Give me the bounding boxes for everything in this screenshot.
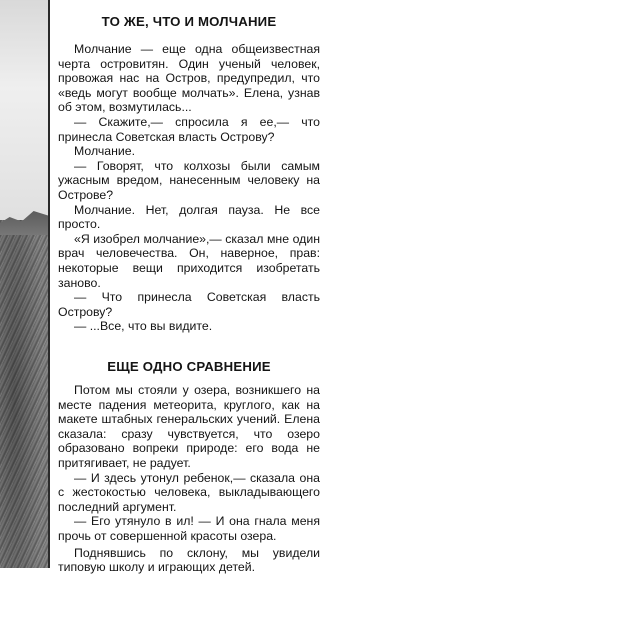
landscape-photo	[0, 0, 50, 568]
paragraph: — ...Все, что вы видите.	[74, 319, 213, 334]
paragraph: «Я изобрел молчание»,— сказал мне один врач человечества. Он, наверное, прав: некоторые вещи приходится изобретать заново.	[58, 231, 320, 290]
paragraph: Потом мы стояли у озера, возникшего на месте падения метеорита, круглого, как на макете штабных генеральских учений. Елена сказала: сразу чувствуется, что озеро образовано вопреки природе: его вода не притягивает, не радует.	[58, 383, 320, 470]
photo-sky	[0, 0, 48, 220]
paragraph: — Говорят, что колхозы были самым ужасным вредом, нанесенным человеку на Острове?	[58, 158, 320, 202]
paragraph: Молчание.	[74, 144, 136, 159]
paragraph: — Скажите,— спросила я ее,— что принесла Советская власть Острову?	[58, 114, 320, 144]
paragraph: Поднявшись по склону, мы увидели типовую школу и играющих детей.	[58, 545, 320, 575]
paragraph: — И здесь утонул ребенок,— сказала она с жестокостью человека, выкладывающего последний аргумент.	[58, 470, 320, 514]
section-heading: ЕЩЕ ОДНО СРАВНЕНИЕ	[107, 359, 271, 374]
section-heading: ТО ЖЕ, ЧТО И МОЛЧАНИЕ	[101, 14, 277, 29]
section-body	[58, 42, 320, 334]
paragraph: Молчание — еще одна общеизвестная черта островитян. Один ученый человек, провожая нас на Остров, предупредил, что «ведь могут вообще молчать». Елена, узнав об этом, возмутилась...	[58, 42, 320, 115]
paragraph: — Что принесла Советская власть Острову?	[58, 290, 320, 319]
section-body	[58, 383, 320, 575]
paragraph: — Его утянуло в ил! — И она гнала меня прочь от совершенной красоты озера.	[58, 514, 320, 543]
paragraph: Молчание. Нет, долгая пауза. Не все просто.	[58, 202, 320, 232]
